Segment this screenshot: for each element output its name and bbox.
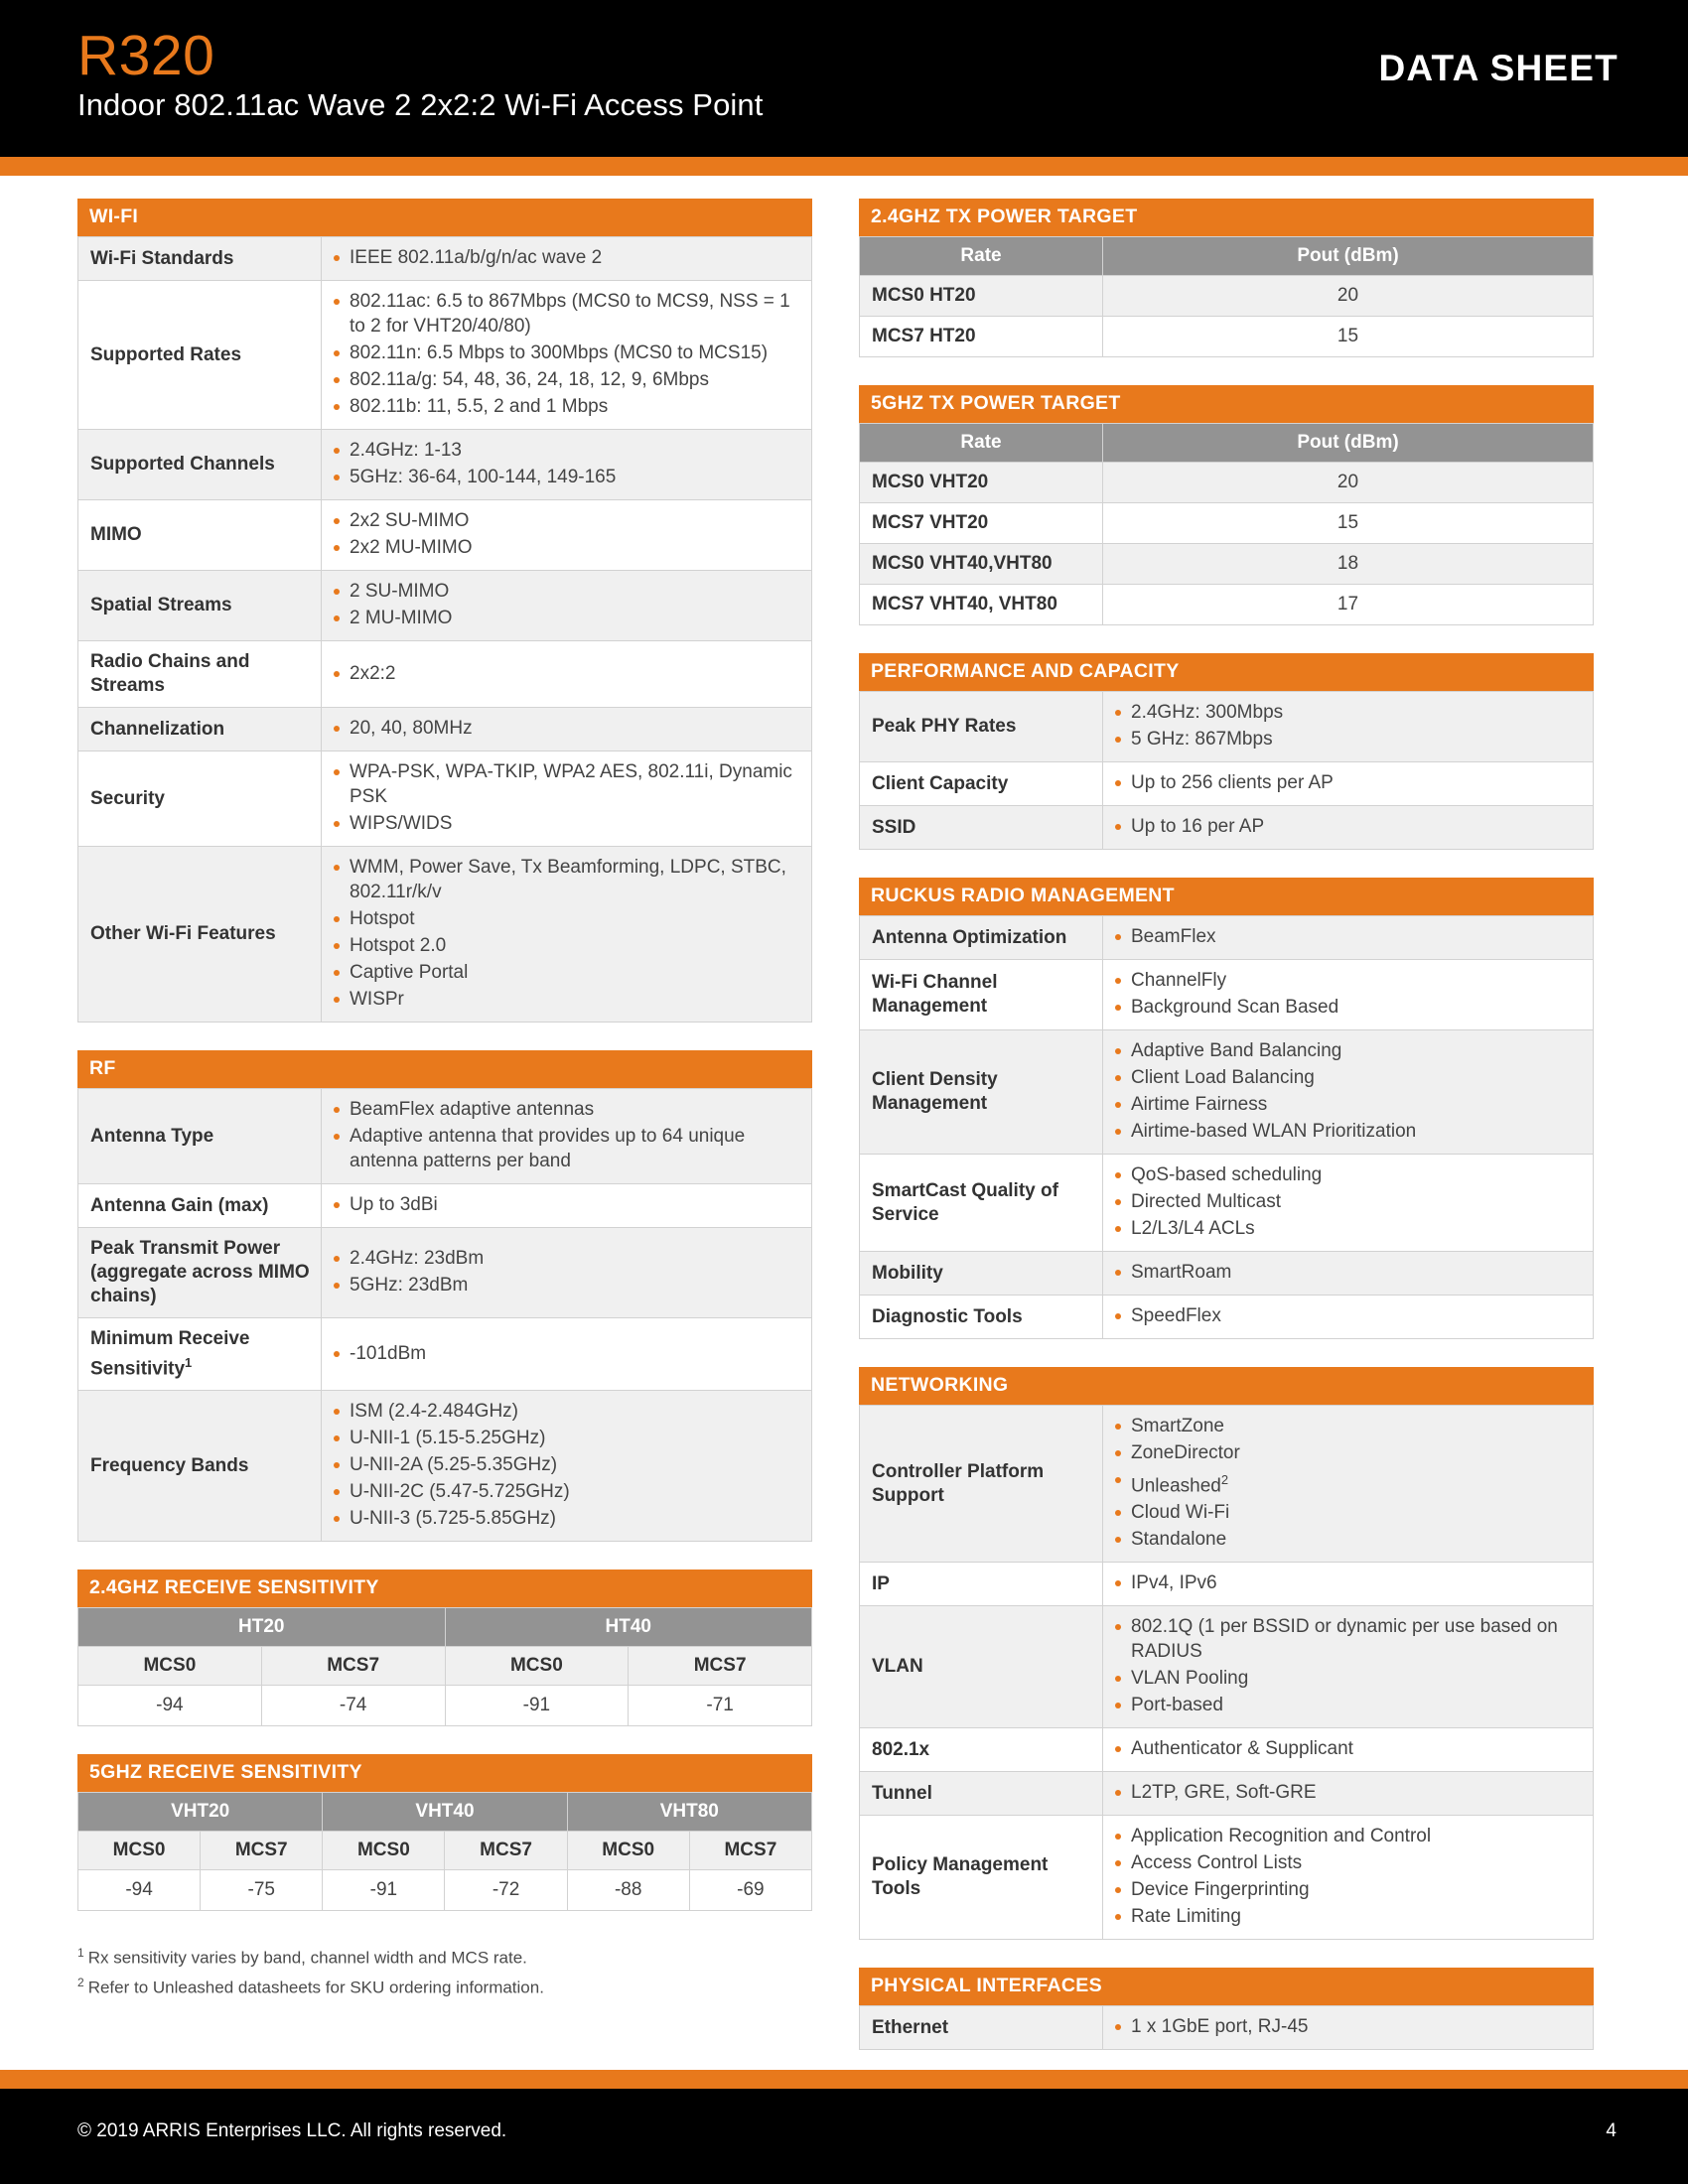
tx24-body [860, 237, 1594, 357]
page-footer [0, 2089, 1688, 2184]
header-accent-rule [0, 157, 1688, 176]
bullet-item: Adaptive antenna that provides up to 64 unique antenna patterns per band [330, 1124, 801, 1173]
table-row [860, 1728, 1594, 1772]
table-row [78, 1184, 812, 1228]
radio-management-table [859, 878, 1594, 1339]
bullet-item: 802.11ac: 6.5 to 867Mbps (MCS0 to MCS9, NSS = 1 to 2 for VHT20/40/80) [330, 289, 801, 339]
row-value [322, 237, 812, 281]
pout-value: 20 [1103, 276, 1594, 317]
bullet-item: 2 MU-MIMO [330, 606, 801, 630]
matrix-subheader: MCS0 [323, 1832, 445, 1870]
rx5-body [78, 1793, 812, 1911]
bullet-item: 2.4GHz: 23dBm [330, 1246, 801, 1271]
bullet-list [1111, 1570, 1583, 1595]
table-row [860, 1606, 1594, 1728]
bullet-list [330, 1192, 801, 1217]
matrix-value: -91 [323, 1870, 445, 1911]
table-row [860, 1406, 1594, 1563]
table-row [860, 1816, 1594, 1940]
table-row [78, 847, 812, 1023]
product-name: R320 [77, 24, 215, 87]
pout-value: 15 [1103, 503, 1594, 544]
matrix-group-header: HT20 [78, 1608, 446, 1647]
footnotes [77, 1941, 971, 1999]
matrix-subheader: MCS0 [445, 1647, 629, 1686]
bullet-list [330, 508, 801, 560]
performance-rows [860, 692, 1594, 850]
bullet-list [330, 716, 801, 741]
table-row [860, 692, 1594, 762]
rx24-body [78, 1608, 812, 1726]
product-subtitle: Indoor 802.11ac Wave 2 2x2:2 Wi-Fi Access Point [77, 87, 764, 122]
bullet-item: Captive Portal [330, 960, 801, 985]
table-row [860, 317, 1594, 357]
matrix-group-header: VHT40 [323, 1793, 567, 1832]
rf-spec-table [77, 1050, 812, 1542]
row-value [1103, 1030, 1594, 1155]
row-label: Other Wi-Fi Features [78, 847, 322, 1023]
row-label: Peak PHY Rates [860, 692, 1103, 762]
bullet-item: Hotspot 2.0 [330, 933, 801, 958]
row-value [322, 751, 812, 847]
column-header: Rate [860, 424, 1103, 463]
wifi-spec-table [77, 199, 812, 1023]
bullet-item: SmartRoam [1111, 1260, 1583, 1285]
physical-rows [860, 2006, 1594, 2050]
bullet-item: Client Load Balancing [1111, 1065, 1583, 1090]
table-row [860, 585, 1594, 625]
matrix-group-header-row [78, 1608, 812, 1647]
bullet-item: -101dBm [330, 1341, 801, 1366]
footnote: $^1$ Rx sensitivity varies by band, channel width and MCS rate. [77, 1946, 527, 1968]
rf-rows [78, 1089, 812, 1542]
row-label: Frequency Bands [78, 1391, 322, 1542]
bullet-item: Background Scan Based [1111, 995, 1583, 1020]
row-label: IP [860, 1563, 1103, 1606]
row-value [1103, 1155, 1594, 1252]
bullet-item: Authenticator & Supplicant [1111, 1736, 1583, 1761]
row-value [1103, 806, 1594, 850]
wifi-rows [78, 237, 812, 1023]
matrix-subheader: MCS0 [567, 1832, 689, 1870]
footnote-marker: 2 [77, 1975, 84, 1989]
bullet-list [1111, 1303, 1583, 1328]
footnote-marker: 2 [1220, 1472, 1229, 1487]
bullet-item: WIPS/WIDS [330, 811, 801, 836]
bullet-item: Up to 256 clients per AP [1111, 770, 1583, 795]
bullet-item: ChannelFly [1111, 968, 1583, 993]
bullet-list [330, 289, 801, 419]
table-row [860, 960, 1594, 1030]
bullet-list [1111, 1162, 1583, 1241]
table-row [78, 1089, 812, 1184]
bullet-list [330, 1341, 801, 1366]
bullet-list [330, 438, 801, 489]
footer-accent-rule [0, 2070, 1688, 2089]
table-row [78, 1391, 812, 1542]
left-column [77, 199, 812, 1939]
performance-capacity-table [859, 653, 1594, 850]
table-row [860, 806, 1594, 850]
bullet-item: 802.11b: 11, 5.5, 2 and 1 Mbps [330, 394, 801, 419]
table-row [860, 762, 1594, 806]
bullet-item: L2TP, GRE, Soft-GRE [1111, 1780, 1583, 1805]
bullet-item: U-NII-3 (5.725-5.85GHz) [330, 1506, 801, 1531]
row-value [1103, 1728, 1594, 1772]
rate-label: MCS7 HT20 [860, 317, 1103, 357]
row-label: Channelization [78, 708, 322, 751]
bullet-item: U-NII-1 (5.15-5.25GHz) [330, 1426, 801, 1450]
table-row [78, 430, 812, 500]
row-label: SSID [860, 806, 1103, 850]
row-label: Controller Platform Support [860, 1406, 1103, 1563]
bullet-item: WPA-PSK, WPA-TKIP, WPA2 AES, 802.11i, Dynamic PSK [330, 759, 801, 809]
bullet-item: WMM, Power Save, Tx Beamforming, LDPC, STBC, 802.11r/k/v [330, 855, 801, 904]
rf-section-title: RF [77, 1050, 812, 1088]
bullet-item: 2x2 SU-MIMO [330, 508, 801, 533]
page-number: 4 [1606, 2120, 1617, 2141]
row-value [322, 1184, 812, 1228]
bullet-list [1111, 968, 1583, 1020]
bullet-list [1111, 1038, 1583, 1144]
bullet-list [330, 661, 801, 686]
matrix-value: -72 [445, 1870, 567, 1911]
rx5-section-title: 5GHZ RECEIVE SENSITIVITY [77, 1754, 812, 1792]
row-value [322, 1089, 812, 1184]
row-value [1103, 1772, 1594, 1816]
rx24-section-title: 2.4GHZ RECEIVE SENSITIVITY [77, 1570, 812, 1607]
bullet-list [330, 1097, 801, 1173]
matrix-group-header-row [78, 1793, 812, 1832]
physical-section-title: PHYSICAL INTERFACES [859, 1968, 1594, 2005]
row-value [322, 430, 812, 500]
footnote-marker: 1 [77, 1946, 84, 1960]
bullet-item: Hotspot [330, 906, 801, 931]
table-row [860, 544, 1594, 585]
row-value [322, 1391, 812, 1542]
column-header: Pout (dBm) [1103, 237, 1594, 276]
row-label: Antenna Gain (max) [78, 1184, 322, 1228]
bullet-item: VLAN Pooling [1111, 1666, 1583, 1691]
table-row [78, 237, 812, 281]
row-label: Spatial Streams [78, 571, 322, 641]
row-label: Minimum Receive Sensitivity$^1$ [78, 1318, 322, 1391]
row-label: VLAN [860, 1606, 1103, 1728]
table-row [860, 1296, 1594, 1339]
row-label: Antenna Optimization [860, 916, 1103, 960]
row-value [1103, 1296, 1594, 1339]
bullet-item: Device Fingerprinting [1111, 1877, 1583, 1902]
matrix-group-header: VHT80 [567, 1793, 811, 1832]
page-header [0, 0, 1688, 157]
row-label: Policy Management Tools [860, 1816, 1103, 1940]
bullet-list [1111, 1736, 1583, 1761]
bullet-item: SpeedFlex [1111, 1303, 1583, 1328]
bullet-item: SmartZone [1111, 1414, 1583, 1438]
bullet-item: IPv4, IPv6 [1111, 1570, 1583, 1595]
row-value [1103, 960, 1594, 1030]
matrix-subheader: MCS7 [629, 1647, 812, 1686]
bullet-list [1111, 1824, 1583, 1929]
bullet-item: Airtime Fairness [1111, 1092, 1583, 1117]
bullet-list [1111, 924, 1583, 949]
matrix-value: -88 [567, 1870, 689, 1911]
bullet-item: 20, 40, 80MHz [330, 716, 801, 741]
table-row [78, 571, 812, 641]
bullet-item: BeamFlex [1111, 924, 1583, 949]
bullet-list [1111, 2014, 1583, 2039]
column-header: Pout (dBm) [1103, 424, 1594, 463]
matrix-subheader: MCS7 [445, 1832, 567, 1870]
row-value [1103, 916, 1594, 960]
bullet-item: 5 GHz: 867Mbps [1111, 727, 1583, 751]
matrix-value: -91 [445, 1686, 629, 1726]
row-label: Supported Channels [78, 430, 322, 500]
row-label: MIMO [78, 500, 322, 571]
footnote: $^2$ Refer to Unleashed datasheets for SKU ordering information. [77, 1975, 544, 1997]
bullet-item: 2x2:2 [330, 661, 801, 686]
bullet-item: ISM (2.4-2.484GHz) [330, 1399, 801, 1424]
table-row [78, 281, 812, 430]
bullet-item: 802.11n: 6.5 Mbps to 300Mbps (MCS0 to MCS15) [330, 341, 801, 365]
bullet-item: BeamFlex adaptive antennas [330, 1097, 801, 1122]
row-label: SmartCast Quality of Service [860, 1155, 1103, 1252]
row-label: Wi-Fi Channel Management [860, 960, 1103, 1030]
networking-rows [860, 1406, 1594, 1940]
table-row [860, 1252, 1594, 1296]
rate-label: MCS0 VHT40,VHT80 [860, 544, 1103, 585]
table-row [860, 1155, 1594, 1252]
radio-mgmt-rows [860, 916, 1594, 1339]
bullet-item: Adaptive Band Balancing [1111, 1038, 1583, 1063]
row-value [322, 847, 812, 1023]
row-label: Client Capacity [860, 762, 1103, 806]
document-kind-label: DATA SHEET [1378, 48, 1618, 88]
bullet-item: Up to 16 per AP [1111, 814, 1583, 839]
bullet-item: Rate Limiting [1111, 1904, 1583, 1929]
table-row [860, 463, 1594, 503]
bullet-item: Directed Multicast [1111, 1189, 1583, 1214]
copyright-text: © 2019 ARRIS Enterprises LLC. All rights reserved. [77, 2120, 507, 2141]
matrix-value: -94 [78, 1686, 262, 1726]
matrix-value: -75 [201, 1870, 323, 1911]
bullet-list [330, 855, 801, 1012]
table-row [860, 2006, 1594, 2050]
row-label: Supported Rates [78, 281, 322, 430]
pout-value: 20 [1103, 463, 1594, 503]
bullet-item: Port-based [1111, 1693, 1583, 1717]
bullet-item: U-NII-2C (5.47-5.725GHz) [330, 1479, 801, 1504]
row-value [322, 1228, 812, 1318]
bullet-list [1111, 1260, 1583, 1285]
ratepout-header-row [860, 237, 1594, 276]
row-label: Tunnel [860, 1772, 1103, 1816]
row-value [322, 1318, 812, 1391]
bullet-list [330, 759, 801, 836]
radio-mgmt-section-title: RUCKUS RADIO MANAGEMENT [859, 878, 1594, 915]
matrix-subheader: MCS0 [78, 1647, 262, 1686]
bullet-list [1111, 1414, 1583, 1552]
networking-table [859, 1367, 1594, 1940]
bullet-item: 2 SU-MIMO [330, 579, 801, 604]
bullet-list [1111, 1780, 1583, 1805]
bullet-item: 2.4GHz: 1-13 [330, 438, 801, 463]
rate-label: MCS0 VHT20 [860, 463, 1103, 503]
bullet-list [330, 1399, 801, 1531]
table-row [78, 500, 812, 571]
matrix-subheader-row [78, 1647, 812, 1686]
matrix-value: -71 [629, 1686, 812, 1726]
row-value [1103, 1816, 1594, 1940]
bullet-item: 2.4GHz: 300Mbps [1111, 700, 1583, 725]
pout-value: 17 [1103, 585, 1594, 625]
table-row [860, 276, 1594, 317]
bullet-list [1111, 770, 1583, 795]
tx24-section-title: 2.4GHZ TX POWER TARGET [859, 199, 1594, 236]
table-row [860, 916, 1594, 960]
table-row [78, 1318, 812, 1391]
matrix-subheader: MCS7 [261, 1647, 445, 1686]
row-value [1103, 1563, 1594, 1606]
tx-power-24-table [859, 199, 1594, 357]
row-value [322, 281, 812, 430]
rx-sensitivity-24-table [77, 1570, 812, 1726]
right-column [859, 199, 1594, 2078]
performance-section-title: PERFORMANCE AND CAPACITY [859, 653, 1594, 691]
bullet-item: WISPr [330, 987, 801, 1012]
rx-sensitivity-5-table [77, 1754, 812, 1911]
bullet-item: Application Recognition and Control [1111, 1824, 1583, 1848]
row-value [1103, 692, 1594, 762]
row-value [1103, 1406, 1594, 1563]
bullet-item: Access Control Lists [1111, 1850, 1583, 1875]
matrix-value-row [78, 1870, 812, 1911]
networking-section-title: NETWORKING [859, 1367, 1594, 1405]
row-label: 802.1x [860, 1728, 1103, 1772]
matrix-subheader: MCS0 [78, 1832, 201, 1870]
matrix-group-header: VHT20 [78, 1793, 323, 1832]
row-label: Client Density Management [860, 1030, 1103, 1155]
rate-label: MCS7 VHT20 [860, 503, 1103, 544]
bullet-item: 1 x 1GbE port, RJ-45 [1111, 2014, 1583, 2039]
matrix-value-row [78, 1686, 812, 1726]
row-value [322, 641, 812, 708]
rate-label: MCS7 VHT40, VHT80 [860, 585, 1103, 625]
row-value [322, 500, 812, 571]
bullet-item: 802.11a/g: 54, 48, 36, 24, 18, 12, 9, 6Mbps [330, 367, 801, 392]
table-row [860, 1563, 1594, 1606]
row-value [1103, 2006, 1594, 2050]
matrix-subheader-row [78, 1832, 812, 1870]
row-value [322, 571, 812, 641]
bullet-item: 802.1Q (1 per BSSID or dynamic per use based on RADIUS [1111, 1614, 1583, 1664]
row-value [322, 708, 812, 751]
row-label: Radio Chains and Streams [78, 641, 322, 708]
row-label: Diagnostic Tools [860, 1296, 1103, 1339]
row-label: Ethernet [860, 2006, 1103, 2050]
wifi-section-title: WI-FI [77, 199, 812, 236]
bullet-item: Up to 3dBi [330, 1192, 801, 1217]
bullet-list [1111, 814, 1583, 839]
bullet-item: 5GHz: 36-64, 100-144, 149-165 [330, 465, 801, 489]
row-value [1103, 762, 1594, 806]
matrix-group-header: HT40 [445, 1608, 812, 1647]
row-label: Wi-Fi Standards [78, 237, 322, 281]
bullet-item: 5GHz: 23dBm [330, 1273, 801, 1297]
bullet-list [330, 245, 801, 270]
bullet-item: 2x2 MU-MIMO [330, 535, 801, 560]
bullet-item: U-NII-2A (5.25-5.35GHz) [330, 1452, 801, 1477]
bullet-item: ZoneDirector [1111, 1440, 1583, 1465]
matrix-value: -74 [261, 1686, 445, 1726]
matrix-value: -94 [78, 1870, 201, 1911]
bullet-item: L2/L3/L4 ACLs [1111, 1216, 1583, 1241]
bullet-item: Cloud Wi-Fi [1111, 1500, 1583, 1525]
row-value [1103, 1252, 1594, 1296]
pout-value: 15 [1103, 317, 1594, 357]
bullet-item: QoS-based scheduling [1111, 1162, 1583, 1187]
bullet-item: Unleashed$^2$ [1111, 1467, 1583, 1498]
row-label: Security [78, 751, 322, 847]
bullet-list [1111, 700, 1583, 751]
table-row [78, 708, 812, 751]
matrix-value: -69 [689, 1870, 811, 1911]
table-row [78, 641, 812, 708]
ratepout-header-row [860, 424, 1594, 463]
matrix-subheader: MCS7 [689, 1832, 811, 1870]
matrix-subheader: MCS7 [201, 1832, 323, 1870]
bullet-item: IEEE 802.11a/b/g/n/ac wave 2 [330, 245, 801, 270]
table-row [860, 503, 1594, 544]
row-label: Antenna Type [78, 1089, 322, 1184]
bullet-item: Airtime-based WLAN Prioritization [1111, 1119, 1583, 1144]
tx-power-5-table [859, 385, 1594, 625]
tx5-section-title: 5GHZ TX POWER TARGET [859, 385, 1594, 423]
row-label: Mobility [860, 1252, 1103, 1296]
pout-value: 18 [1103, 544, 1594, 585]
table-row [860, 1030, 1594, 1155]
table-row [860, 1772, 1594, 1816]
rate-label: MCS0 HT20 [860, 276, 1103, 317]
bullet-list [330, 579, 801, 630]
bullet-list [1111, 1614, 1583, 1717]
table-row [78, 1228, 812, 1318]
column-header: Rate [860, 237, 1103, 276]
row-value [1103, 1606, 1594, 1728]
table-row [78, 751, 812, 847]
footnote-marker: 1 [185, 1355, 193, 1370]
tx5-body [860, 424, 1594, 625]
row-label: Peak Transmit Power (aggregate across MIMO chains) [78, 1228, 322, 1318]
bullet-list [330, 1246, 801, 1297]
bullet-item: Standalone [1111, 1527, 1583, 1552]
